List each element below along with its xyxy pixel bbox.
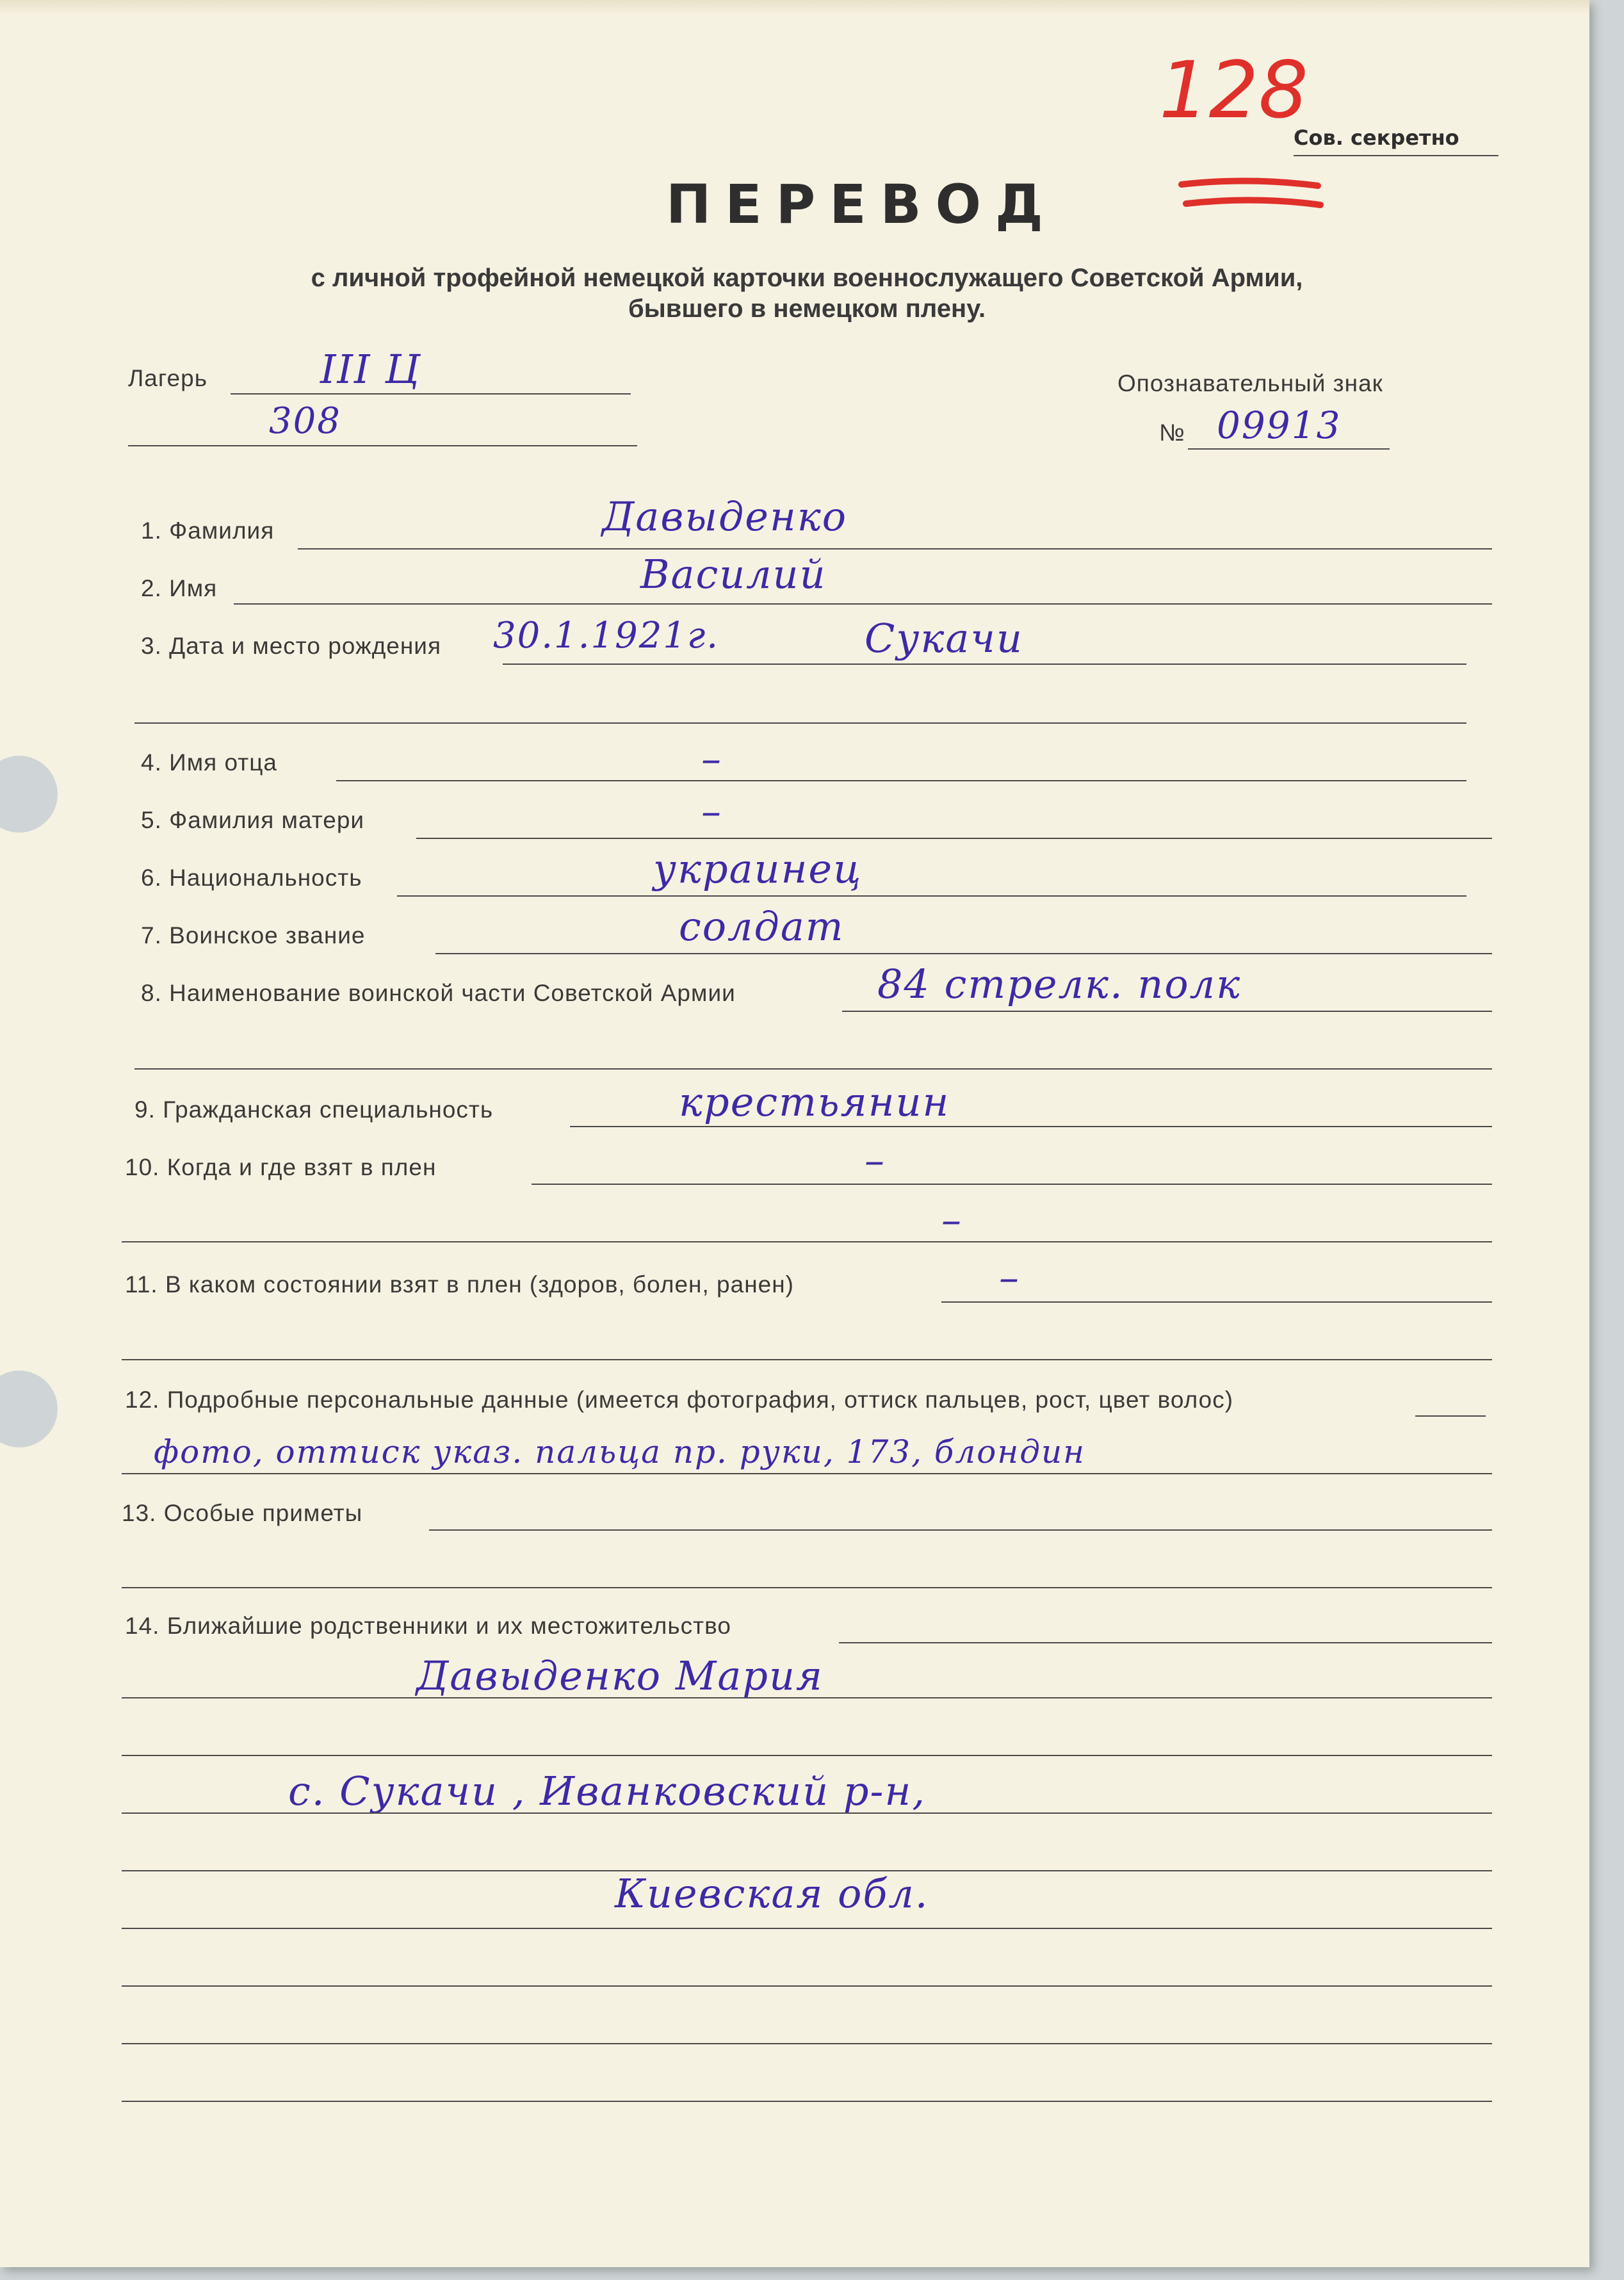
paper-edge bbox=[0, 0, 1589, 15]
field-14-line-9 bbox=[122, 2101, 1492, 2102]
field-3-label: 3. Дата и место рождения bbox=[141, 633, 441, 659]
field-12-line bbox=[1415, 1415, 1486, 1417]
field-3-line bbox=[503, 664, 1466, 665]
field-11-line bbox=[941, 1301, 1492, 1303]
field-6-value: украинец bbox=[653, 845, 863, 892]
field-3-place: Сукачи bbox=[865, 615, 1023, 662]
field-10-line bbox=[532, 1184, 1492, 1185]
field-2-value: Василий bbox=[640, 551, 827, 598]
field-10-value: – bbox=[865, 1137, 886, 1184]
field-1-label: 1. Фамилия bbox=[141, 517, 275, 544]
document-subtitle bbox=[211, 263, 1402, 324]
field-11-label: 11. В каком состоянии взят в плен (здоров, болен, ранен) bbox=[125, 1271, 794, 1298]
field-14-line-6 bbox=[122, 1928, 1492, 1929]
field-1-value: Давыденко bbox=[602, 493, 848, 540]
camp-label: Лагерь bbox=[128, 365, 207, 391]
field-3-line-2 bbox=[134, 722, 1466, 724]
identity-mark-label: Опознавательный знак bbox=[1117, 370, 1383, 396]
field-5-value: – bbox=[701, 788, 722, 835]
field-10-value-2: – bbox=[941, 1196, 962, 1243]
field-5-label: 5. Фамилия матери bbox=[141, 807, 365, 833]
field-10-label: 10. Когда и где взят в плен bbox=[125, 1154, 437, 1180]
field-14-line-8 bbox=[122, 2043, 1492, 2044]
field-6-line bbox=[397, 895, 1466, 897]
field-11-value: – bbox=[999, 1254, 1020, 1301]
field-14-label: 14. Ближайшие родственники и их местожительство bbox=[125, 1613, 731, 1639]
subtitle-line-1: с личной трофейной немецкой карточки военнослужащего Советской Армии, bbox=[311, 264, 1303, 292]
field-13-line bbox=[429, 1529, 1492, 1531]
identity-mark-number-prefix: № bbox=[1159, 419, 1185, 446]
identity-mark-number: 09913 bbox=[1217, 403, 1342, 447]
field-8-value: 84 стрелк. полк bbox=[877, 961, 1242, 1007]
field-7-line bbox=[435, 953, 1492, 954]
document-title: ПЕРЕВОД bbox=[666, 173, 1057, 236]
field-14-line-2 bbox=[122, 1697, 1492, 1698]
field-9-label: 9. Гражданская специальность bbox=[134, 1096, 494, 1123]
field-13-line-2 bbox=[122, 1587, 1492, 1588]
classification-stamp: Сов. секретно bbox=[1294, 126, 1459, 150]
field-8-line-2 bbox=[134, 1068, 1492, 1070]
field-4-line bbox=[336, 780, 1466, 781]
field-7-value: солдат bbox=[679, 903, 845, 950]
field-4-value: – bbox=[701, 735, 722, 782]
field-12-value: фото, оттиск указ. пальца пр. руки, 173, блондин bbox=[154, 1433, 1086, 1470]
field-13-label: 13. Особые приметы bbox=[122, 1500, 363, 1526]
camp-value: III Ц bbox=[320, 346, 421, 393]
field-5-line bbox=[416, 838, 1492, 839]
field-2-label: 2. Имя bbox=[141, 575, 218, 601]
field-2-line bbox=[234, 603, 1492, 605]
red-underline bbox=[1178, 173, 1326, 218]
field-1-line bbox=[298, 548, 1492, 550]
field-7-label: 7. Воинское звание bbox=[141, 922, 366, 949]
field-12-label: 12. Подробные персональные данные (имеется фотография, оттиск пальцев, рост, цвет волос) bbox=[125, 1387, 1234, 1413]
field-8-line bbox=[842, 1011, 1492, 1012]
binder-hole-top bbox=[0, 756, 58, 833]
binder-hole-bottom bbox=[0, 1371, 58, 1447]
camp-value-2: 308 bbox=[269, 400, 341, 442]
field-14-line-3 bbox=[122, 1755, 1492, 1756]
field-14-village: с. Сукачи , Иванковский р-н, bbox=[288, 1768, 927, 1814]
field-14-region: Киевская обл. bbox=[615, 1870, 929, 1917]
field-14-line-4 bbox=[122, 1812, 1492, 1814]
field-10-line-2 bbox=[122, 1241, 1492, 1242]
camp-line bbox=[231, 393, 631, 395]
field-4-label: 4. Имя отца bbox=[141, 749, 277, 776]
field-11-line-2 bbox=[122, 1359, 1492, 1360]
field-12-line-2 bbox=[122, 1473, 1492, 1474]
field-14-relative-name: Давыденко Мария bbox=[416, 1652, 824, 1699]
classification-underline bbox=[1294, 155, 1498, 156]
field-8-label: 8. Наименование воинской части Советской Армии bbox=[141, 980, 736, 1006]
field-3-date: 30.1.1921г. bbox=[493, 615, 720, 656]
field-6-label: 6. Национальность bbox=[141, 865, 362, 891]
identity-mark-line bbox=[1188, 448, 1390, 450]
field-14-line-7 bbox=[122, 1985, 1492, 1987]
camp-line-2 bbox=[128, 445, 637, 446]
subtitle-line-2: бывшего в немецком плену. bbox=[628, 295, 986, 323]
field-14-line bbox=[839, 1642, 1492, 1643]
field-9-line bbox=[570, 1126, 1492, 1127]
field-9-value: крестьянин bbox=[679, 1079, 950, 1125]
handwritten-doc-number: 128 bbox=[1159, 45, 1308, 136]
